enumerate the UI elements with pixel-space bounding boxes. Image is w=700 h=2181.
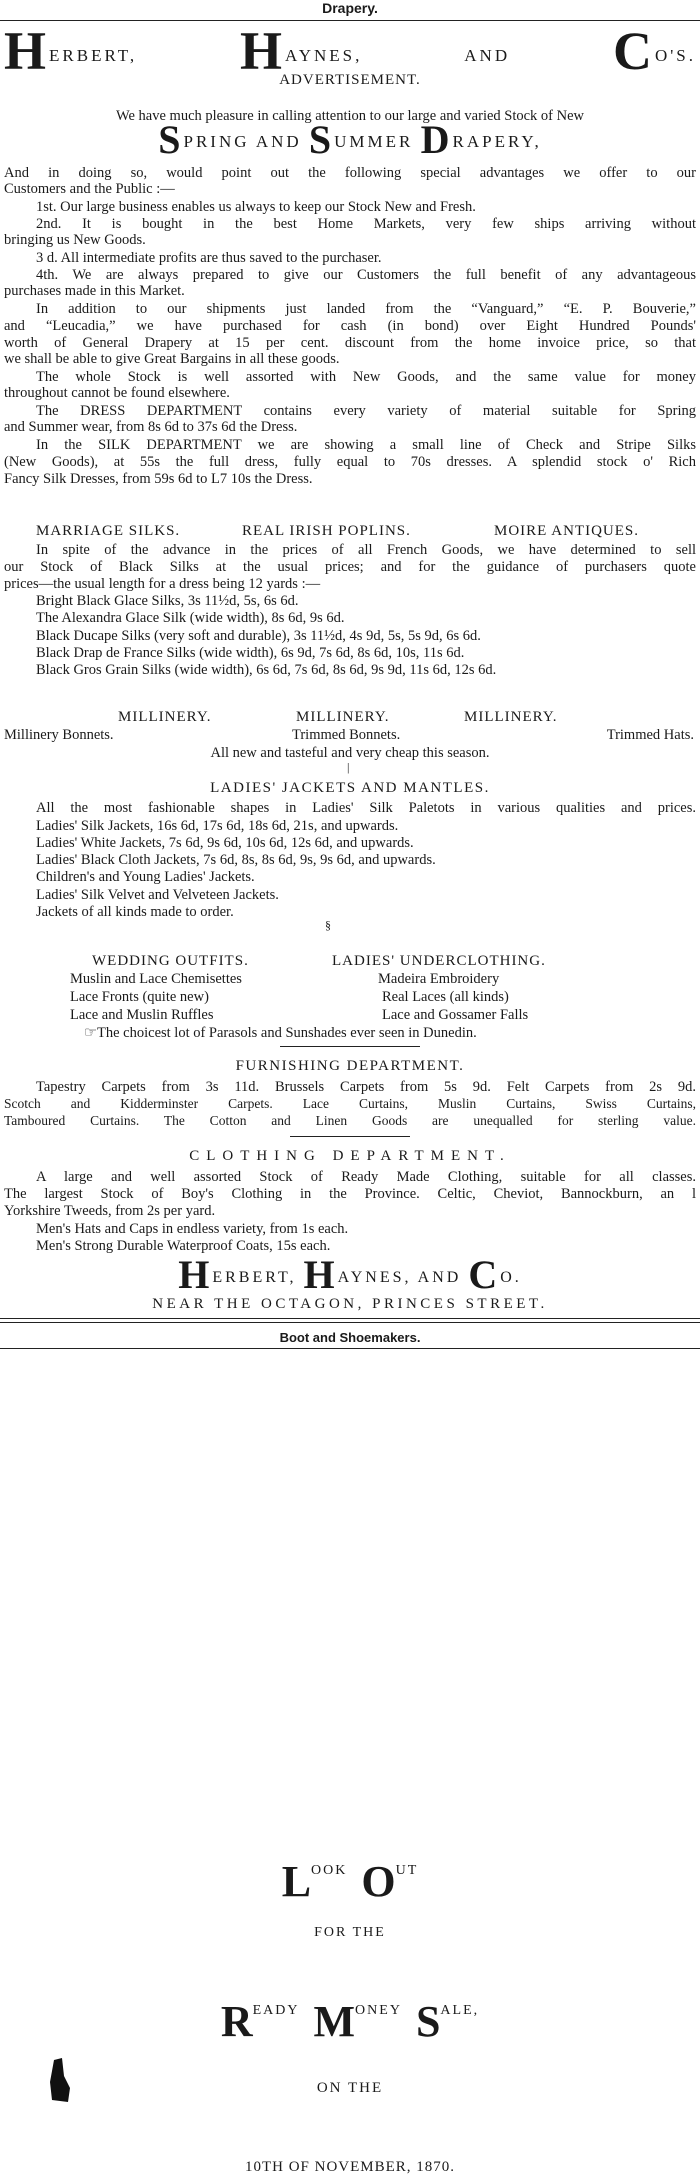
para-line: purchases made in this Market. (4, 283, 185, 299)
jackets-line: Ladies' Silk Jackets, 16s 6d, 17s 6d, 18s 6d, 21s, and upwards. (36, 818, 399, 834)
jackets-line: Jackets of all kinds made to order. (36, 904, 234, 920)
para-line: and Summer wear, from 8s 6d to 37s 6d the Dress. (4, 419, 298, 435)
para-line: In the SILK DEPARTMENT we are showing a small line of Check and Stripe Silks (36, 437, 696, 453)
furnishing-line: Tapestry Carpets from 3s 11d. Brussels Carpets from 5s 9d. Felt Carpets from 2s 9d. (36, 1079, 696, 1095)
type-mark: | (347, 760, 350, 774)
pointing-hand-icon: ☞ (84, 1025, 97, 1041)
millinery-note: All new and tasteful and very cheap this season. (210, 745, 490, 761)
intro-line: We have much pleasure in calling attention to our large and varied Stock of New (115, 108, 585, 124)
heading-furnishing: FURNISHING DEPARTMENT. (235, 1058, 465, 1074)
millinery-item: Trimmed Bonnets. (292, 727, 401, 743)
para-line: In addition to our shipments just landed from the “Vanguard,” “E. P. Bouverie,” (36, 301, 696, 317)
para-line: bringing us New Goods. (4, 232, 146, 248)
heading-millinery: MILLINERY. (464, 709, 558, 725)
ink-blot (48, 2058, 72, 2109)
furnishing-line: Tamboured Curtains. The Cotton and Linen Goods are unequalled for sterling value. (4, 1113, 696, 1128)
millinery-item: Trimmed Hats. (606, 727, 694, 743)
silks-price: Bright Black Glace Silks, 3s 11½d, 5s, 6s 6d. (36, 593, 299, 609)
ready-money-sale-title: READY MONEY SALE, (220, 1997, 480, 2046)
para-line: Fancy Silk Dresses, from 59s 6d to L7 10s the Dress. (4, 471, 313, 487)
heading-millinery: MILLINERY. (296, 709, 390, 725)
divider (0, 1348, 700, 1349)
signature: HERBERT, HAYNES, AND CO. (178, 1252, 522, 1297)
jackets-line: Ladies' White Jackets, 7s 6d, 9s 6d, 10s 6d, 12s 6d, and upwards. (36, 835, 414, 851)
jackets-line: Ladies' Black Cloth Jackets, 7s 6d, 8s, 8s 6d, 9s, 9s 6d, and upwards. (36, 852, 436, 868)
heading-clothing: CLOTHING DEPARTMENT. (189, 1148, 511, 1164)
para-line: Customers and the Public :— (4, 181, 175, 197)
firm-title: HERBERT, HAYNES, AND CO'S. (4, 21, 697, 81)
section-heading-drapery: Drapery. (322, 0, 378, 16)
clothing-line: The largest Stock of Boy's Clothing in the Province. Celtic, Cheviot, Bannockburn, an l (4, 1186, 696, 1202)
silks-price: Black Gros Grain Silks (wide width), 6s 6d, 7s 6d, 8s 6d, 9s 9d, 11s 6d, 12s 6d. (36, 662, 497, 678)
sale-date: 10TH OF NOVEMBER, 1870. (244, 2159, 456, 2175)
divider (280, 1046, 420, 1047)
para-line: throughout cannot be found elsewhere. (4, 385, 230, 401)
silks-price: The Alexandra Glace Silk (wide width), 8s 6d, 9s 6d. (36, 610, 345, 626)
silks-line: prices—the usual length for a dress being 12 yards :— (4, 576, 321, 592)
type-mark: § (325, 918, 331, 932)
heading-wedding-outfits: WEDDING OUTFITS. (92, 953, 249, 969)
millinery-item: Millinery Bonnets. (4, 727, 114, 743)
on-the: ON THE (316, 2080, 384, 2096)
para-line: The DRESS DEPARTMENT contains every variety of material suitable for Spring (36, 403, 696, 419)
furnishing-line: Scotch and Kidderminster Carpets. Lace Curtains, Muslin Curtains, Swiss Curtains, (4, 1096, 696, 1111)
underclothing-item: Real Laces (all kinds) (382, 989, 509, 1005)
para-line: worth of General Drapery at 15 per cent. discount from the home invoice price, so that (4, 335, 696, 351)
para-line: we shall be able to give Great Bargains in all these goods. (4, 351, 340, 367)
for-the: FOR THE (314, 1925, 386, 1940)
spring-summer-title: SPRING AND SUMMER DRAPERY, (158, 117, 542, 162)
silks-price: Black Drap de France Silks (wide width), 6s 9d, 7s 6d, 8s 6d, 10s, 11s 6d. (36, 645, 465, 661)
section-heading-boot-shoemakers: Boot and Shoemakers. (279, 1330, 421, 1345)
jackets-line: Ladies' Silk Velvet and Velveteen Jackets. (36, 887, 279, 903)
jackets-line: Children's and Young Ladies' Jackets. (36, 869, 255, 885)
silks-line: our Stock of Black Silks at the usual prices; and for the guidance of purchasers quote (4, 559, 696, 575)
wedding-item: Lace and Muslin Ruffles (70, 1007, 214, 1023)
underclothing-item: Madeira Embroidery (378, 971, 500, 987)
address: NEAR THE OCTAGON, PRINCES STREET. (152, 1296, 548, 1312)
jackets-line: All the most fashionable shapes in Ladies' Silk Paletots in various qualities and prices. (36, 800, 696, 816)
para-line: (New Goods), at 55s the full dress, fully equal to 70s dresses. A splendid stock o' Rich (4, 454, 696, 470)
clothing-line: A large and well assorted Stock of Ready Made Clothing, suitable for all classes. (36, 1169, 696, 1185)
para-line: 2nd. It is bought in the best Home Markets, very few ships arriving without (36, 216, 696, 232)
heading-marriage-silks: MARRIAGE SILKS. (36, 523, 181, 539)
para-line: 1st. Our large business enables us always to keep our Stock New and Fresh. (36, 199, 476, 215)
double-rule (0, 1318, 700, 1323)
parasols-line: ☞The choicest lot of Parasols and Sunshades ever seen in Dunedin. (84, 1025, 477, 1041)
para-line: 4th. We are always prepared to give our Customers the full benefit of any advantageous (36, 267, 696, 283)
wedding-item: Lace Fronts (quite new) (70, 989, 209, 1005)
silks-line: In spite of the advance in the prices of all French Goods, we have determined to sell (36, 542, 696, 558)
look-out-title: LOOK OUT (281, 1857, 419, 1906)
para-line: The whole Stock is well assorted with New Goods, and the same value for money (36, 369, 696, 385)
para-line: and “Leucadia,” we have purchased for cash (in bond) over Eight Hundred Pounds' (4, 318, 696, 334)
underclothing-item: Lace and Gossamer Falls (382, 1007, 529, 1023)
heading-millinery: MILLINERY. (118, 709, 212, 725)
clothing-line: Yorkshire Tweeds, from 2s per yard. (4, 1203, 216, 1219)
wedding-item: Muslin and Lace Chemisettes (70, 971, 242, 987)
advertisement-label: ADVERTISEMENT. (279, 72, 421, 88)
heading-moire-antiques: MOIRE ANTIQUES. (494, 523, 639, 539)
para-line: And in doing so, would point out the following special advantages we offer to our (4, 165, 696, 181)
heading-ladies-underclothing: LADIES' UNDERCLOTHING. (332, 953, 546, 969)
silks-price: Black Ducape Silks (very soft and durable), 3s 11½d, 4s 9d, 5s, 5s 9d, 6s 6d. (36, 628, 481, 644)
divider (0, 20, 700, 21)
clothing-line: Men's Hats and Caps in endless variety, from 1s each. (36, 1221, 349, 1237)
heading-jackets-mantles: LADIES' JACKETS AND MANTLES. (210, 780, 490, 796)
para-line: 3 d. All intermediate profits are thus saved to the purchaser. (36, 250, 382, 266)
divider (290, 1136, 410, 1137)
heading-irish-poplins: REAL IRISH POPLINS. (242, 523, 411, 539)
clothing-line: Men's Strong Durable Waterproof Coats, 15s each. (36, 1238, 331, 1254)
